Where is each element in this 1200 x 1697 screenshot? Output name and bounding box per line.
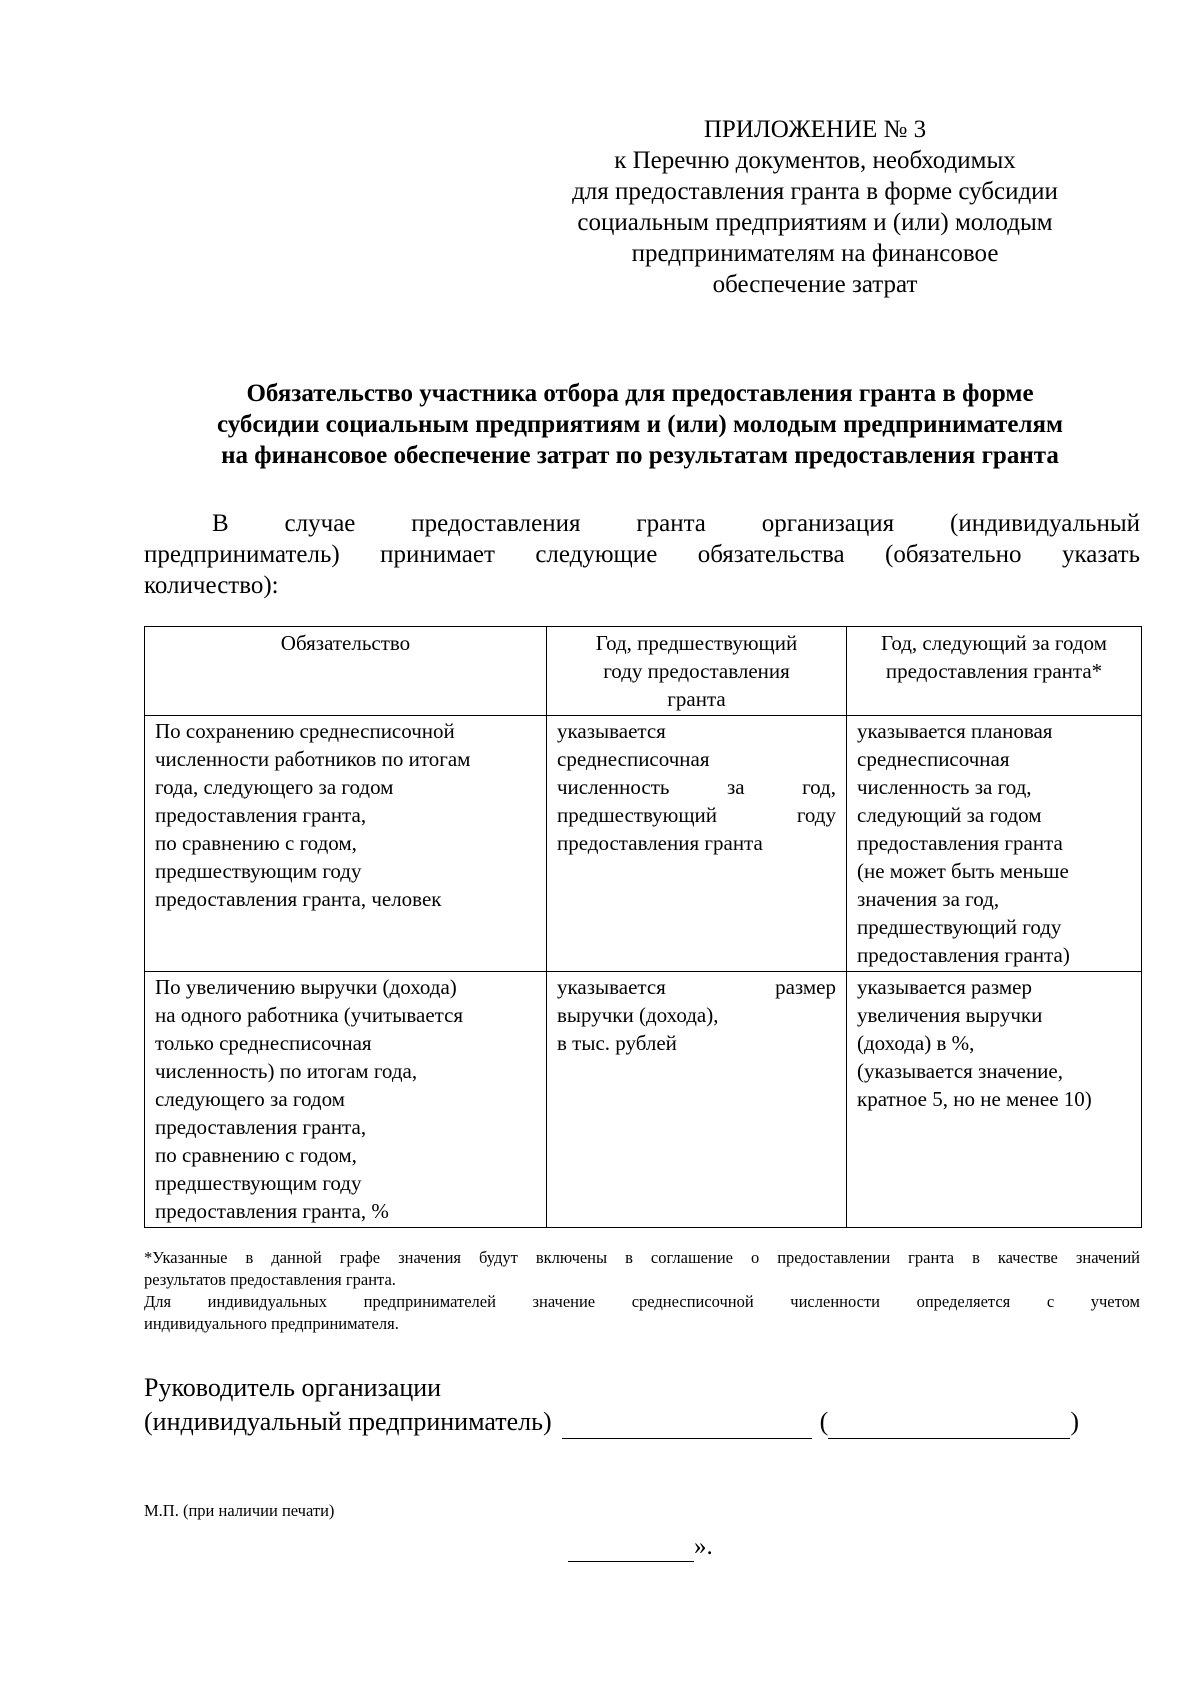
date-field[interactable] <box>568 1533 694 1562</box>
cell-next-year: указывается размер увеличения выручки (дохода) в %, (указывается значение, кратное 5, но не менее 10) <box>847 972 1142 1228</box>
header-next-year: Год, следующий за годом предоставления гранта* <box>847 627 1142 716</box>
date-line <box>568 1532 713 1562</box>
title-line: на финансовое обеспечение затрат по результатам предоставления гранта <box>221 442 1059 469</box>
table-row <box>145 716 1142 972</box>
annex-line: к Перечню документов, необходимых <box>614 147 1016 174</box>
name-open-paren: ( <box>819 1407 829 1436</box>
annex-line: ПРИЛОЖЕНИЕ № 3 <box>703 116 927 143</box>
intro-line: количество): <box>144 572 279 599</box>
intro-line: В случае предоставления гранта организация (индивидуальный <box>212 510 1140 537</box>
stamp-label: М.П. (при наличии печати) <box>144 1501 335 1520</box>
cell-obligation: По сохранению среднесписочной численности работников по итогам года, следующего за годом предоставления гранта, по сравнению с годом, предшествующим году предоставления гранта, человек <box>145 716 547 972</box>
annex-line: социальным предприятиям и (или) молодым <box>577 209 1053 236</box>
footnote <box>144 1247 1140 1335</box>
annex-header <box>520 114 1110 300</box>
name-close-paren: ) <box>1070 1407 1079 1436</box>
signature-block <box>144 1371 1079 1439</box>
annex-line: обеспечение затрат <box>712 271 918 298</box>
footnote-line: Для индивидуальных предпринимателей значение среднесписочной численности определяется с учетом <box>144 1292 1140 1311</box>
annex-line: предпринимателям на финансовое <box>631 240 999 267</box>
cell-obligation: По увеличению выручки (дохода) на одного работника (учитывается только среднесписочная численность) по итогам года, следующего за годом предоставления гранта, по сравнению с годом, предшествующим году предоставления гранта, % <box>145 972 547 1228</box>
cell-previous-year: указывается размер выручки (дохода), в тыс. рублей <box>547 972 847 1228</box>
signature-field[interactable] <box>562 1410 812 1439</box>
cell-next-year: указывается плановая среднесписочная численность за год, следующий за годом предоставления гранта (не может быть меньше значения за год, предшествующий году предоставления гранта) <box>847 716 1142 972</box>
table-row <box>145 972 1142 1228</box>
intro-paragraph <box>144 508 1140 601</box>
title-line: субсидии социальным предприятиям и (или) молодым предпринимателям <box>216 411 1064 438</box>
annex-line: для предоставления гранта в форме субсидии <box>572 178 1058 205</box>
header-obligation: Обязательство <box>145 627 547 716</box>
intro-line: предприниматель) принимает следующие обязательства (обязательно указать <box>144 541 1140 568</box>
date-suffix: ». <box>694 1533 713 1560</box>
obligations-table <box>144 626 1142 1228</box>
signature-row <box>144 1405 1079 1439</box>
footnote-line: индивидуального предпринимателя. <box>144 1314 399 1333</box>
footnote-line: *Указанные в данной графе значения будут включены в соглашение о предоставлении гранта в качестве значений <box>144 1248 1140 1267</box>
footnote-line: результатов предоставления гранта. <box>144 1270 396 1289</box>
header-previous-year: Год, предшествующий году предоставления гранта <box>547 627 847 716</box>
signature-label: (индивидуальный предприниматель) <box>144 1407 552 1436</box>
name-field[interactable] <box>828 1410 1070 1439</box>
title-line: Обязательство участника отбора для предоставления гранта в форме <box>246 380 1034 407</box>
document-title <box>130 378 1150 471</box>
signature-title: Руководитель организации <box>144 1373 442 1402</box>
table-header-row <box>145 627 1142 716</box>
cell-previous-year: указывается среднесписочная численность за год, предшествующий году предоставления гранта <box>547 716 847 972</box>
